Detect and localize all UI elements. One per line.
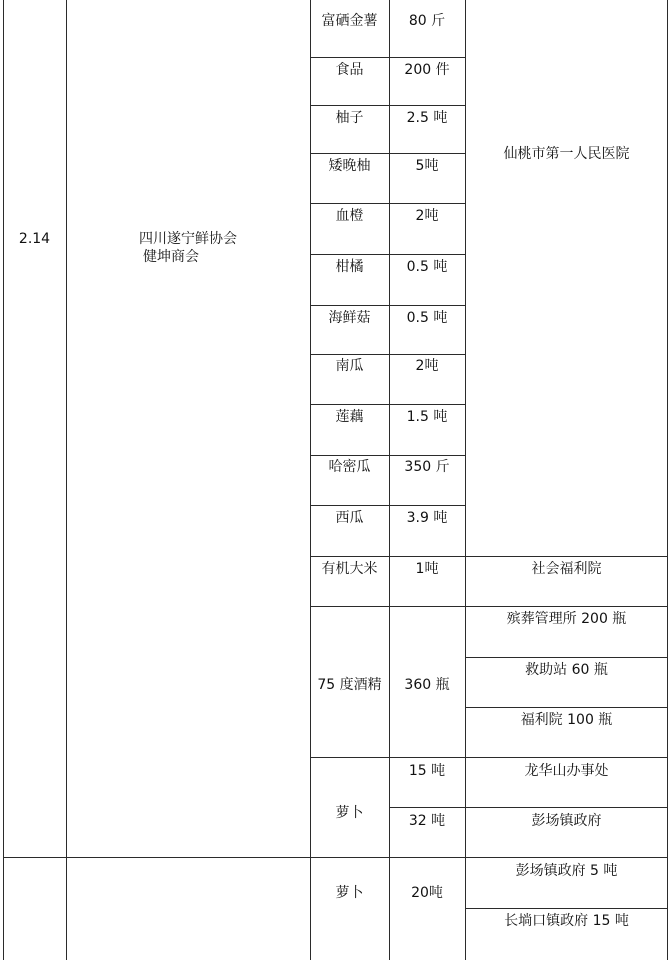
grid-line	[310, 606, 668, 607]
grid-line	[310, 203, 466, 204]
item-quantity: 1.5 吨	[406, 409, 448, 425]
item-quantity: 0.5 吨	[406, 310, 448, 326]
item-name: 血橙	[335, 208, 364, 224]
item-name: 柚子	[335, 110, 364, 126]
item-quantity: 5吨	[415, 158, 439, 174]
grid-line	[310, 153, 466, 154]
item-name: 萝卜	[335, 885, 364, 901]
recipient-radish: 龙华山办事处	[524, 763, 609, 779]
date-cell: 2.14	[18, 231, 51, 247]
grid-line	[310, 757, 668, 758]
grid-line	[310, 404, 466, 405]
grid-line	[310, 57, 466, 58]
item-quantity: 2吨	[415, 208, 439, 224]
item-quantity: 20吨	[411, 885, 443, 901]
item-quantity: 15 吨	[408, 763, 446, 779]
grid-line	[667, 0, 668, 960]
item-name: 莲藕	[335, 409, 364, 425]
item-name: 75 度酒精	[317, 677, 382, 693]
item-name: 萝卜	[335, 805, 364, 821]
grid-line	[389, 807, 668, 808]
recipient-welfare-home: 社会福利院	[531, 561, 602, 577]
item-quantity: 2吨	[415, 358, 439, 374]
grid-line	[465, 657, 668, 658]
grid-line	[465, 908, 668, 909]
item-quantity: 80 斤	[408, 13, 446, 29]
grid-line	[310, 556, 668, 557]
recipient-alcohol: 福利院 100 瓶	[520, 712, 613, 728]
item-quantity: 32 吨	[408, 813, 446, 829]
item-quantity: 3.9 吨	[406, 510, 448, 526]
item-name: 南瓜	[335, 358, 364, 374]
recipient-radish: 彭场镇政府 5 吨	[515, 863, 618, 879]
donor-name-line2: 健坤商会	[143, 249, 199, 265]
grid-line	[66, 0, 67, 960]
recipient-radish: 彭场镇政府	[531, 813, 602, 829]
grid-line	[310, 105, 466, 106]
grid-line	[310, 455, 466, 456]
item-name: 有机大米	[321, 561, 378, 577]
item-name: 柑橘	[335, 259, 364, 275]
item-name: 矮晚柚	[328, 158, 371, 174]
grid-line	[310, 254, 466, 255]
grid-line	[310, 505, 466, 506]
item-quantity: 200 件	[404, 62, 450, 78]
grid-line	[465, 707, 668, 708]
item-quantity: 350 斤	[404, 459, 450, 475]
item-quantity: 360 瓶	[404, 677, 450, 693]
item-name: 富硒金薯	[321, 13, 378, 29]
grid-line	[3, 0, 4, 960]
item-name: 哈密瓜	[328, 459, 371, 475]
item-quantity: 0.5 吨	[406, 259, 448, 275]
block-separator	[3, 857, 668, 858]
item-quantity: 2.5 吨	[406, 110, 448, 126]
recipient-radish: 长埫口镇政府 15 吨	[504, 913, 629, 929]
donor-name-line1: 四川遂宁鲜协会	[139, 231, 237, 247]
recipient-alcohol: 救助站 60 瓶	[525, 662, 608, 678]
grid-line	[310, 354, 466, 355]
donor-cell	[66, 230, 310, 266]
item-name: 食品	[335, 62, 364, 78]
item-name: 海鲜菇	[328, 310, 371, 326]
grid-line	[310, 305, 466, 306]
item-quantity: 1吨	[415, 561, 439, 577]
item-name: 西瓜	[335, 510, 364, 526]
recipient-hospital: 仙桃市第一人民医院	[503, 146, 630, 162]
recipient-alcohol: 殡葬管理所 200 瓶	[506, 611, 627, 627]
